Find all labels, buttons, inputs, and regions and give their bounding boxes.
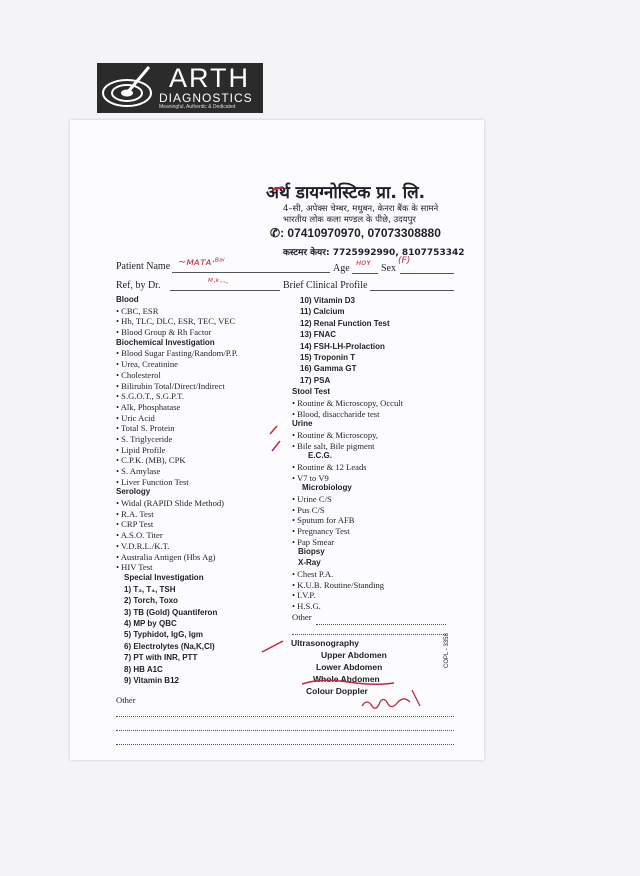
- test-item[interactable]: • Routine & Microscopy, Occult: [292, 398, 403, 409]
- test-item[interactable]: • Lipid Profile: [116, 445, 238, 456]
- special-test-item[interactable]: 9) Vitamin B12: [124, 676, 179, 685]
- referring-doctor-label: Ref, by Dr.: [116, 280, 161, 291]
- test-item[interactable]: • H.S.G.: [292, 601, 403, 612]
- address-line-1: 4–सी, अपेक्स चेम्बर, मधुबन, केनरा बैंक के सामने: [283, 204, 439, 214]
- test-item[interactable]: • Sputum for AFB: [292, 515, 403, 526]
- numbered-test-item[interactable]: 14) FSH-LH-Prolaction: [300, 341, 385, 351]
- test-item[interactable]: • C.P.K. (MB), CPK: [116, 455, 238, 466]
- numbered-test-item[interactable]: 11) Calcium: [300, 307, 345, 317]
- left-test-column: [116, 295, 238, 687]
- special-test-item[interactable]: 3) TB (Gold) Quantiferon: [124, 607, 218, 617]
- test-item[interactable]: • R.A. Test: [116, 509, 238, 520]
- test-item[interactable]: • Blood Sugar Fasting/Random/P.P.: [116, 348, 238, 359]
- left-other-label: Other: [116, 695, 136, 705]
- serology-heading: Serology: [116, 487, 151, 497]
- test-item[interactable]: • Pus C/S: [292, 505, 403, 516]
- test-item[interactable]: • Routine & Microscopy,: [292, 430, 403, 441]
- ultra-item-lower-abdomen[interactable]: Lower Abdomen: [316, 662, 383, 672]
- other-line-3[interactable]: [116, 744, 454, 745]
- numbered-test-item[interactable]: 16) Gamma GT: [300, 364, 357, 374]
- special-test-item[interactable]: 2) Torch, Toxo: [124, 596, 178, 606]
- form-code: COPL - 3358: [444, 633, 450, 668]
- test-item[interactable]: • Hb, TLC, DLC, ESR, TEC, VEC: [116, 316, 238, 327]
- special-test-item[interactable]: 4) MP by QBC: [124, 619, 177, 629]
- test-item[interactable]: • Alk, Phosphatase: [116, 402, 238, 413]
- test-item[interactable]: • S. Amylase: [116, 466, 238, 477]
- arth-logo: [97, 63, 263, 113]
- test-item[interactable]: • Blood Group & Rh Factor: [116, 327, 238, 338]
- numbered-test-item[interactable]: 10) Vitamin D3: [300, 296, 355, 305]
- right-other-label: Other: [292, 611, 312, 622]
- age-label: Age: [333, 263, 350, 274]
- ecg-heading: E.C.G.: [308, 451, 333, 461]
- right-test-column: [292, 296, 403, 622]
- x-ray-heading: X-Ray: [298, 558, 321, 568]
- customer-care: कस्टमर केयर: 7725992990, 8107753342: [283, 248, 465, 258]
- referring-doctor-line[interactable]: [170, 290, 280, 291]
- test-item[interactable]: • CBC, ESR: [116, 306, 238, 317]
- microbiology-heading: Microbiology: [302, 483, 352, 493]
- test-item[interactable]: • Total S. Protein: [116, 423, 238, 434]
- test-item[interactable]: • Widal (RAPID Slide Method): [116, 498, 238, 509]
- numbered-test-item[interactable]: 15) Troponin T: [300, 352, 356, 362]
- ultra-item-upper-abdomen[interactable]: Upper Abdomen: [321, 650, 387, 660]
- biochemical-heading: Biochemical Investigation: [116, 337, 215, 347]
- phone-numbers: ✆: 07410970970, 07073308880: [270, 226, 441, 240]
- numbered-test-item[interactable]: 17) PSA: [300, 375, 331, 385]
- logo-target-icon: [97, 63, 159, 113]
- special-test-item[interactable]: 5) Typhidot, IgG, Igm: [124, 630, 203, 640]
- test-item[interactable]: • Urine C/S: [292, 494, 403, 505]
- test-item[interactable]: • Bile salt, Bile pigment: [292, 441, 403, 452]
- clinical-profile-label: Brief Clinical Profile: [283, 280, 368, 291]
- ultra-item-whole-abdomen[interactable]: Whole Abdomen: [313, 674, 380, 684]
- test-item[interactable]: • V7 to V9: [292, 473, 403, 484]
- test-item[interactable]: • S. Triglyceride: [116, 434, 238, 445]
- patient-name-label: Patient Name: [116, 261, 171, 272]
- ultrasonography-heading: Ultrasonography: [291, 638, 360, 648]
- right-other-line[interactable]: [316, 624, 446, 625]
- age-line[interactable]: [352, 273, 378, 274]
- sex-handwriting: (F): [398, 256, 411, 266]
- test-item[interactable]: • CRP Test: [116, 519, 238, 530]
- other-line-2[interactable]: [116, 730, 454, 731]
- logo-diagnostics-text: DIAGNOSTICS: [159, 91, 253, 105]
- right-other-line-2[interactable]: [292, 634, 446, 635]
- biopsy-heading: Biopsy: [298, 547, 325, 557]
- hindi-company-name: अर्थ डायग्नोस्टिक प्रा. लि.: [266, 183, 426, 203]
- test-item[interactable]: • Routine & 12 Leads: [292, 462, 403, 473]
- test-item[interactable]: • HIV Test: [116, 562, 238, 573]
- age-handwriting: ʜᴏʏ: [356, 258, 372, 267]
- patient-name-handwriting: ~ᴍᴀᴛᴀ·ᴮᵃⁱ: [178, 257, 225, 268]
- logo-arth-text: ARTH: [169, 63, 251, 93]
- test-item[interactable]: • Blood, disaccharide test: [292, 409, 403, 420]
- test-item[interactable]: • Chest P.A.: [292, 569, 403, 580]
- sex-label: Sex: [381, 263, 396, 274]
- numbered-test-item[interactable]: 12) Renal Function Test: [300, 318, 390, 328]
- test-item[interactable]: • S.G.O.T., S.G.P.T.: [116, 391, 238, 402]
- test-item[interactable]: • Liver Function Test: [116, 477, 238, 488]
- patient-name-line[interactable]: [172, 272, 330, 273]
- special-test-item[interactable]: 6) Electrolytes (Na,K,Cl): [124, 641, 215, 651]
- test-item[interactable]: • Uric Acid: [116, 413, 238, 424]
- test-item[interactable]: • Pregnancy Test: [292, 526, 403, 537]
- test-item[interactable]: • K.U.B. Routine/Standing: [292, 580, 403, 591]
- stool-test-heading: Stool Test: [292, 387, 331, 397]
- special-test-item[interactable]: 7) PT with INR, PTT: [124, 653, 198, 663]
- test-item[interactable]: • A.S.O. Titer: [116, 530, 238, 541]
- urine-heading: Urine: [292, 419, 313, 429]
- numbered-test-item[interactable]: 13) FNAC: [300, 330, 337, 340]
- ultra-item-colour-doppler[interactable]: Colour Doppler: [306, 686, 368, 696]
- test-item[interactable]: • Bilirubin Total/Direct/Indirect: [116, 381, 238, 392]
- test-item[interactable]: • I.V.P.: [292, 590, 403, 601]
- blood-heading: Blood: [116, 295, 139, 304]
- test-item[interactable]: • Urea, Creatinine: [116, 359, 238, 370]
- test-item[interactable]: • Pap Smear: [292, 537, 403, 548]
- special-test-item[interactable]: 8) HB A1C: [124, 664, 163, 674]
- doctor-handwriting: ᴹ·ᵏ··˗: [208, 278, 229, 288]
- test-item[interactable]: • V.D.R.L./K.T.: [116, 541, 238, 552]
- other-line-1[interactable]: [116, 716, 454, 717]
- phone-icon: ✆: [270, 226, 281, 240]
- special-investigation-heading: Special Investigation: [124, 572, 204, 582]
- test-item[interactable]: • Australia Antigen (Hbs Ag): [116, 552, 238, 563]
- test-item[interactable]: • Cholesterol: [116, 370, 238, 381]
- special-test-item[interactable]: 1) T₃, T₄, TSH: [124, 584, 176, 594]
- sex-line[interactable]: [400, 273, 454, 274]
- address-line-2: भारतीय लोक कला मण्डल के पीछे, उदयपुर: [283, 215, 416, 225]
- logo-tagline: Meaningful, Authentic & Dedicated: [159, 104, 236, 110]
- clinical-profile-line[interactable]: [370, 290, 454, 291]
